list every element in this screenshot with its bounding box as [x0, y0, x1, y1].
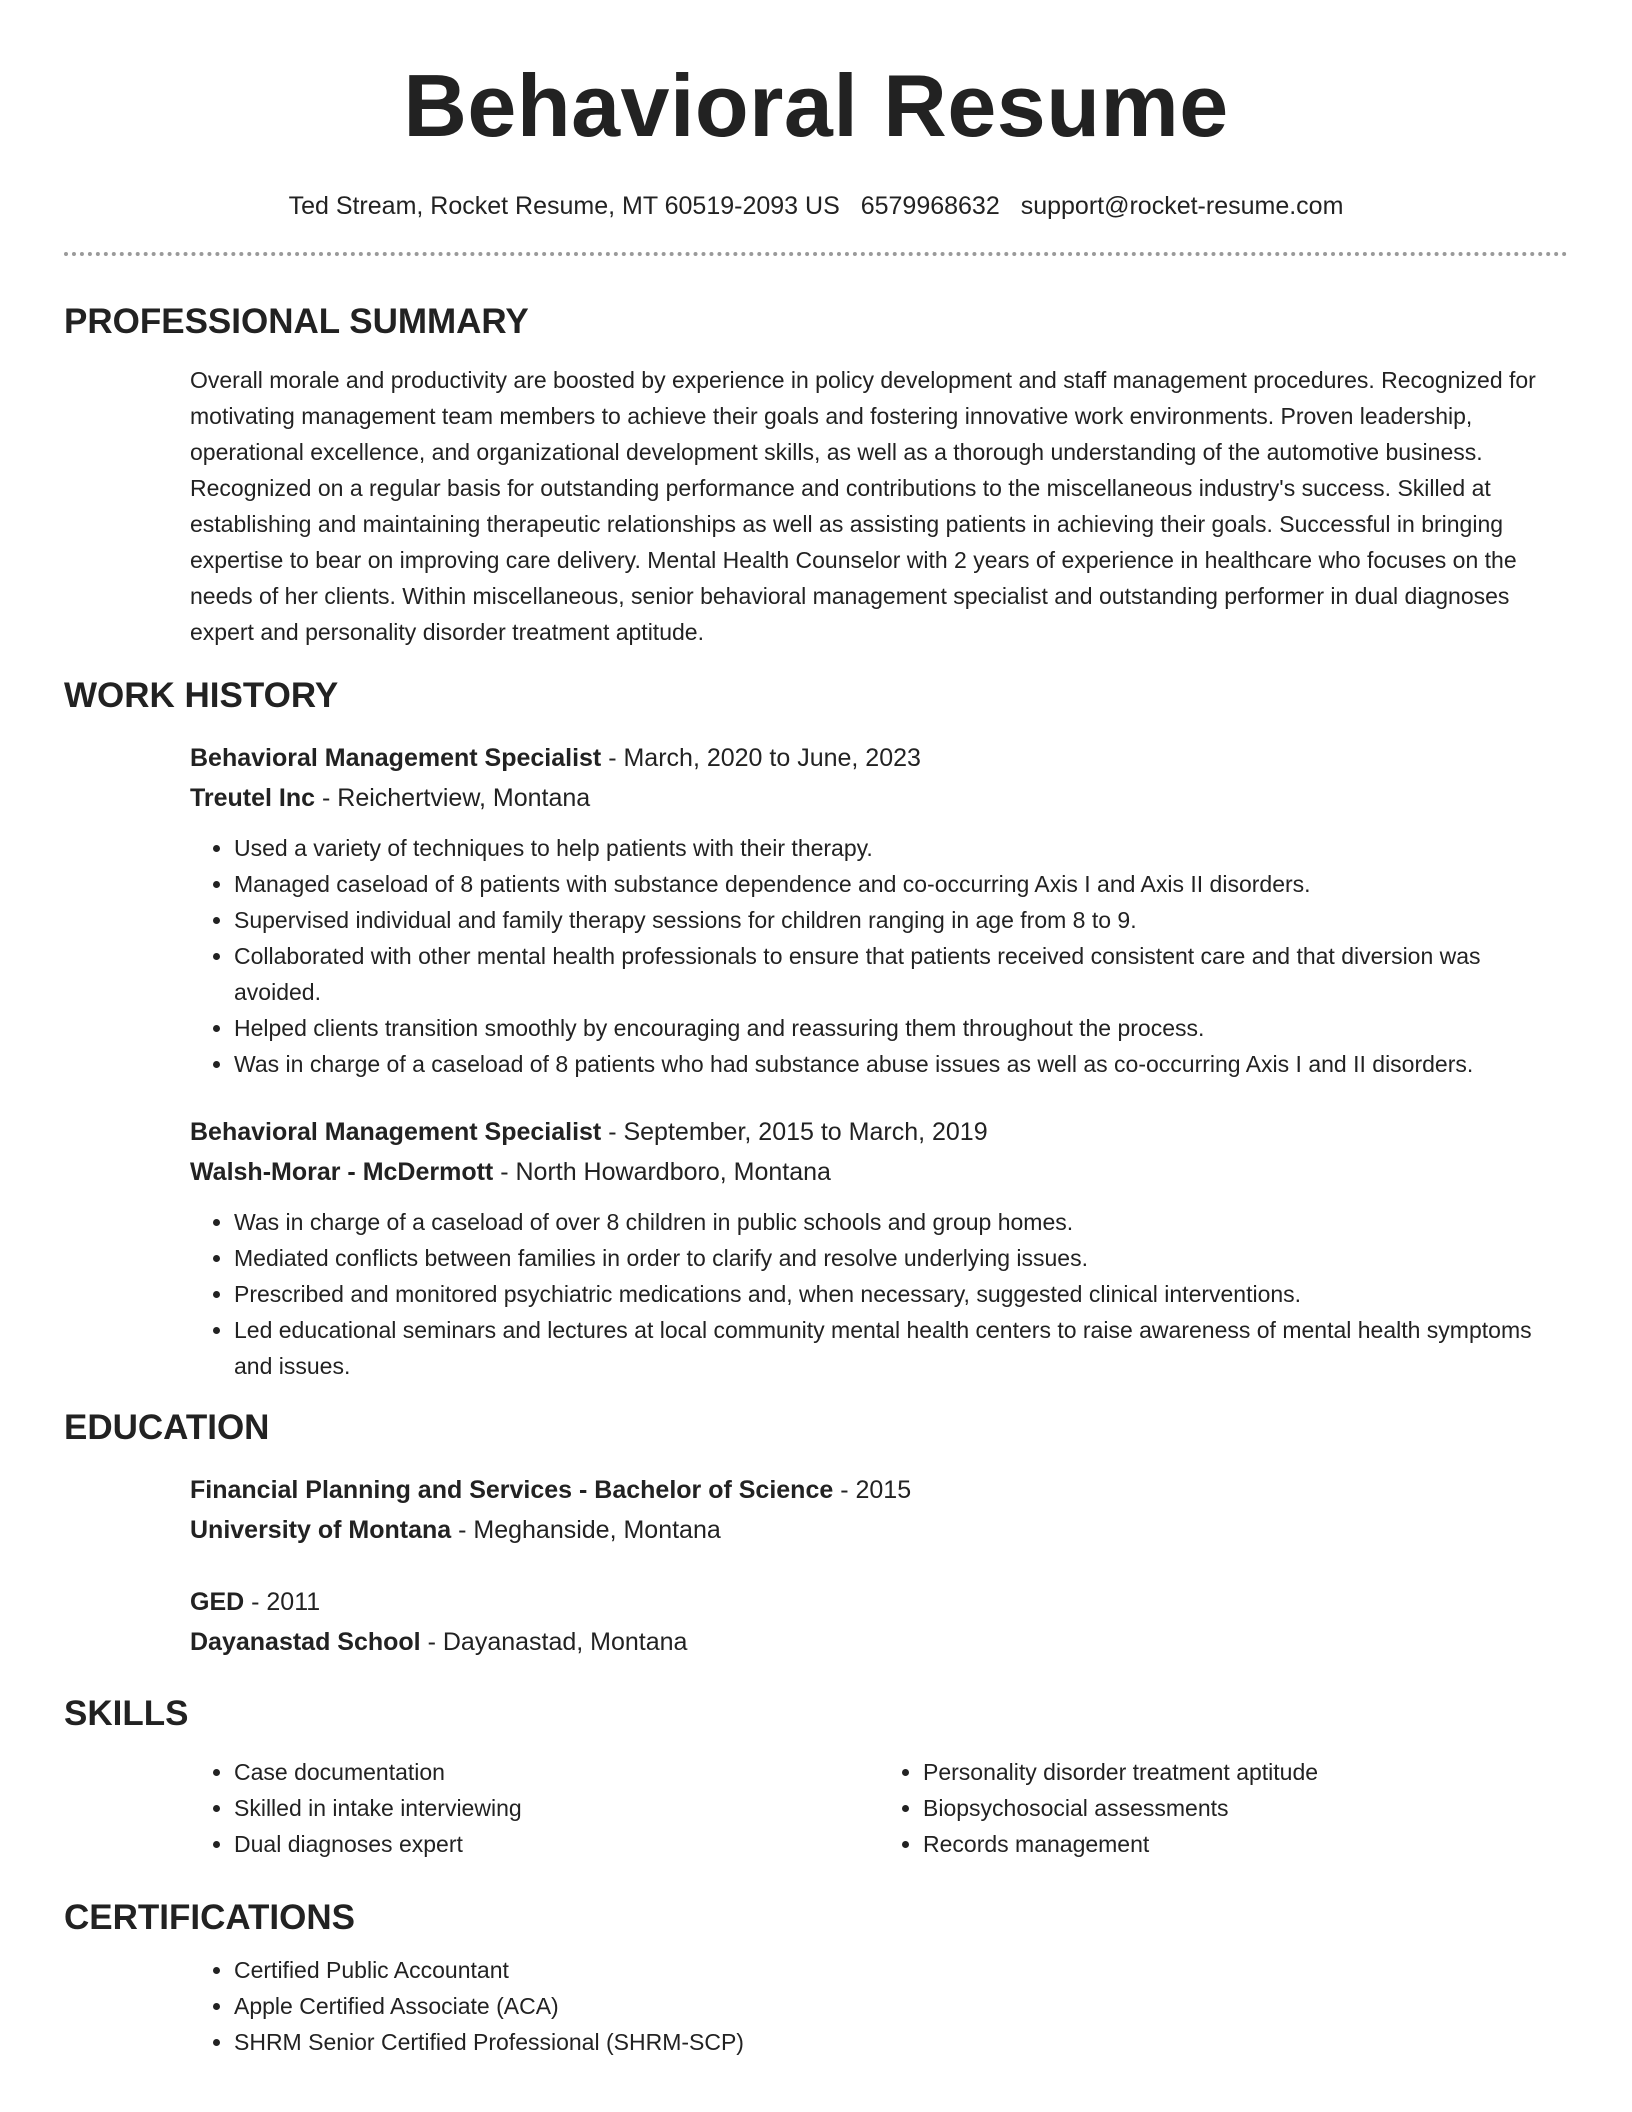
list-item: • Records management: [923, 1826, 1568, 1862]
job-location: - Reichertview, Montana: [315, 784, 591, 812]
education-heading: EDUCATION: [64, 1408, 270, 1447]
list-item: • Supervised individual and family therapy sessions for children ranging in age from 8 to 9.: [234, 902, 1568, 938]
job-entry: [190, 738, 1568, 1082]
work-section: [0, 674, 1632, 1384]
certifications-list: [190, 1952, 1568, 2060]
job-company: Treutel Inc: [190, 784, 316, 812]
job-title: [190, 738, 1568, 778]
header-divider: [64, 252, 1568, 256]
list-item: • SHRM Senior Certified Professional (SHRM-SCP): [234, 2024, 1568, 2060]
job-dates: - March, 2020 to June, 2023: [601, 744, 921, 772]
work-heading: WORK HISTORY: [64, 676, 339, 715]
job-entry: [190, 1112, 1568, 1384]
contact-address: Ted Stream, Rocket Resume, MT 60519-2093 US: [288, 192, 840, 220]
resume-title: Behavioral Resume: [403, 56, 1229, 155]
school-line: [190, 1510, 1568, 1550]
job-title: [190, 1112, 1568, 1152]
job-company-line: [190, 778, 1568, 818]
contact-line: [0, 190, 1632, 222]
job-role: Behavioral Management Specialist: [190, 1118, 602, 1146]
degree-year: - 2015: [833, 1476, 912, 1504]
skills-list-left: [190, 1754, 879, 1862]
education-entry: [190, 1582, 1568, 1662]
summary-text: Overall morale and productivity are boosted by experience in policy development and staff management procedures. Recognized for motivating management team members to achieve their goals and fostering innovative work environments. Proven leadership, operational excellence, and organizational development skills, as well as a thorough understanding of the automotive business. Recognized on a regular basis for outstanding performance and contributions to the miscellaneous industry's success. Skilled at establishing and maintaining therapeutic relationships as well as assisting patients in achieving their goals. Successful in bringing expertise to bear on improving care delivery. Mental Health Counselor with 2 years of experience in healthcare who focuses on the needs of her clients. Within miscellaneous, senior behavioral management specialist and outstanding performer in dual diagnoses expert and personality disorder treatment aptitude.: [190, 367, 1536, 645]
degree-line: [190, 1582, 1568, 1622]
job-location: - North Howardboro, Montana: [493, 1158, 831, 1186]
list-item: • Case documentation: [234, 1754, 879, 1790]
job-role: Behavioral Management Specialist: [190, 744, 602, 772]
contact-email: support@rocket-resume.com: [1020, 192, 1344, 220]
degree-year: - 2011: [244, 1588, 321, 1616]
list-item: • Led educational seminars and lectures at local community mental health centers to raise awareness of mental health symptoms and issues.: [234, 1312, 1568, 1384]
job-company-line: [190, 1152, 1568, 1192]
school-line: [190, 1622, 1568, 1662]
list-item: • Prescribed and monitored psychiatric medications and, when necessary, suggested clinical interventions.: [234, 1276, 1568, 1312]
certifications-heading: CERTIFICATIONS: [64, 1898, 356, 1937]
list-item: • Was in charge of a caseload of over 8 children in public schools and group homes.: [234, 1204, 1568, 1240]
list-item: • Was in charge of a caseload of 8 patients who had substance abuse issues as well as co-occurring Axis I and II disorders.: [234, 1046, 1568, 1082]
school-location: - Meghanside, Montana: [451, 1516, 721, 1544]
job-bullets: [190, 1204, 1568, 1384]
list-item: • Mediated conflicts between families in order to clarify and resolve underlying issues.: [234, 1240, 1568, 1276]
skills-heading: SKILLS: [64, 1694, 189, 1733]
skills-section: [0, 1692, 1632, 1862]
skills-grid: [190, 1742, 1568, 1862]
education-entry: [190, 1470, 1568, 1550]
list-item: • Helped clients transition smoothly by encouraging and reassuring them throughout the process.: [234, 1010, 1568, 1046]
summary-heading: PROFESSIONAL SUMMARY: [64, 302, 529, 341]
list-item: • Skilled in intake interviewing: [234, 1790, 879, 1826]
job-company: Walsh-Morar - McDermott: [190, 1158, 494, 1186]
list-item: • Collaborated with other mental health professionals to ensure that patients received consistent care and that diversion was avoided.: [234, 938, 1568, 1010]
summary-section: [0, 300, 1632, 650]
school-location: - Dayanastad, Montana: [420, 1628, 688, 1656]
list-item: • Managed caseload of 8 patients with substance dependence and co-occurring Axis I and Axis II disorders.: [234, 866, 1568, 902]
list-item: • Biopsychosocial assessments: [923, 1790, 1568, 1826]
list-item: • Personality disorder treatment aptitude: [923, 1754, 1568, 1790]
job-dates: - September, 2015 to March, 2019: [601, 1118, 988, 1146]
list-item: • Dual diagnoses expert: [234, 1826, 879, 1862]
school: University of Montana: [190, 1516, 452, 1544]
skills-list-right: [879, 1754, 1568, 1862]
list-item: • Used a variety of techniques to help patients with their therapy.: [234, 830, 1568, 866]
job-bullets: [190, 830, 1568, 1082]
degree: GED: [190, 1588, 245, 1616]
certifications-section: [0, 1896, 1632, 2060]
degree: Financial Planning and Services - Bachelor of Science: [190, 1476, 834, 1504]
contact-phone: 6579968632: [860, 192, 1000, 220]
list-item: • Apple Certified Associate (ACA): [234, 1988, 1568, 2024]
education-section: [0, 1406, 1632, 1662]
school: Dayanastad School: [190, 1628, 421, 1656]
degree-line: [190, 1470, 1568, 1510]
list-item: • Certified Public Accountant: [234, 1952, 1568, 1988]
